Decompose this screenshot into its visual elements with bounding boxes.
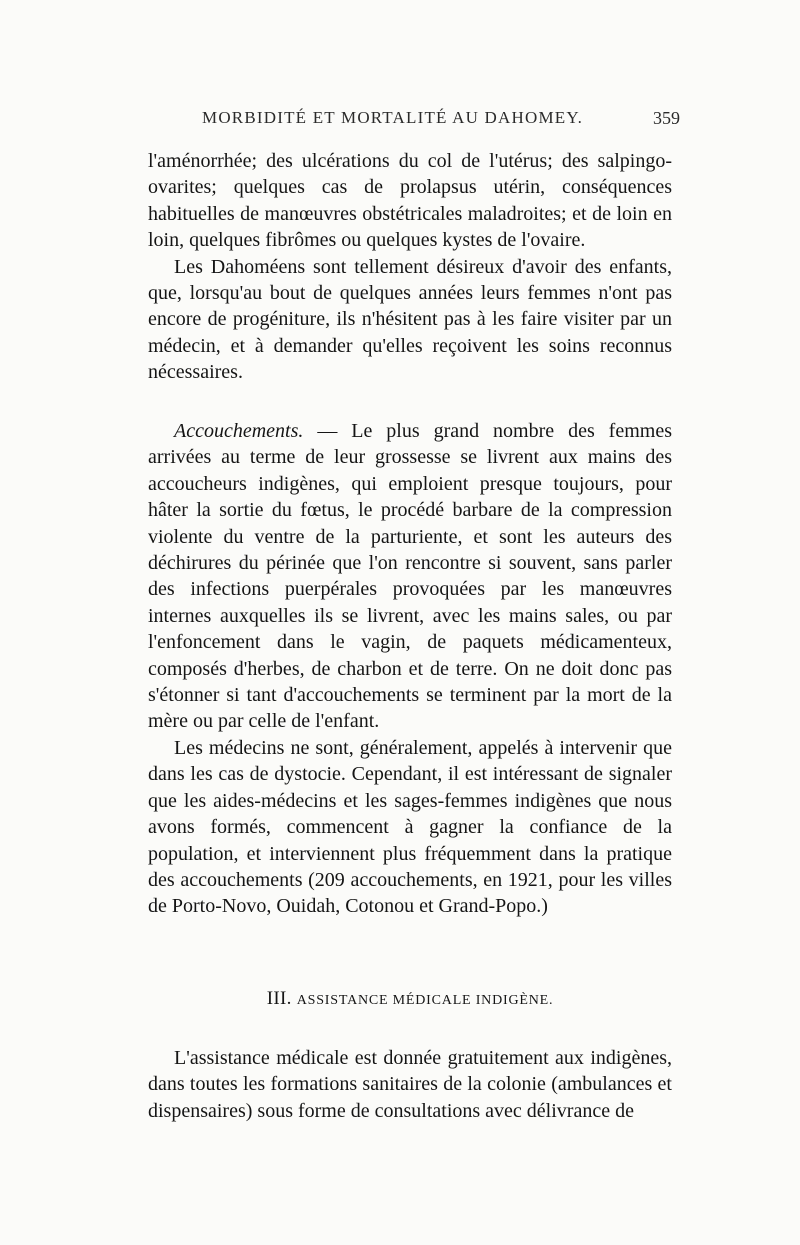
page-header [148, 108, 680, 138]
paragraph-medecins: Les médecins ne sont, généralement, appelés à intervenir que dans les cas de dystocie. Cependant, il est intéressant de signaler que les aides-médecins et les sages-femmes indigènes que nous avons formés, commencent à gagner la confiance de la population, et interviennent plus fréquemment dans la pratique des accouchements (209 accouchements, en 1921, pour les villes de Porto-Novo, Ouidah, Cotonou et Grand-Popo.) [148, 736, 672, 918]
running-title: MORBIDITÉ ET MORTALITÉ AU DAHOMEY. [202, 108, 584, 127]
paragraph-dahomeens: Les Dahoméens sont tellement désireux d'avoir des enfants, que, lorsqu'au bout de quelques années leurs femmes n'ont pas encore de progéniture, ils n'hésitent pas à les faire visiter par un médecin, et à demander qu'elles reçoivent les soins reconnus nécessaires. [148, 255, 672, 384]
top-paragraphs [148, 148, 672, 386]
accouchements-label: Accouchements. [174, 420, 304, 442]
paragraph-accouchements [148, 418, 672, 735]
accouchements-text: — Le plus grand nombre des femmes arrivées au terme de leur grossesse se livrent aux mains des accoucheurs indigènes, qui emploient presque toujours, pour hâter la sortie du fœtus, le procédé barbare de la compression violente du ventre de la parturiente, et sont les auteurs des déchirures du périnée que l'on rencontre si souvent, sans parler des infections puerpérales provoquées par les manœuvres internes auxquelles ils se livrent, avec les mains sales, ou par l'enfoncement dans le vagin, de paquets médicamenteux, composés d'herbes, de charbon et de terre. On ne doit donc pas s'étonner si tant d'accouchements se terminent par la mort de la mère ou par celle de l'enfant. [148, 420, 672, 733]
paragraph-amenorrhee: l'aménorrhée; des ulcérations du col de l'utérus; des salpingo-ovarites; quelques cas de prolapsus utérin, conséquences habituelles de manœuvres obstétricales maladroites; et de loin en loin, quelques fibrômes ou quelques kystes de l'ovaire. [148, 150, 672, 252]
page-number: 359 [653, 108, 680, 128]
bottom-paragraph-block [148, 1045, 672, 1124]
paragraph-assistance: L'assistance médicale est donnée gratuitement aux indigènes, dans toutes les formations sanitaires de la colonie (ambulances et dispensaires) sous forme de consultations avec délivrance de [148, 1047, 672, 1122]
section-title: ASSISTANCE MÉDICALE INDIGÈNE. [296, 993, 554, 1008]
accouchements-section [148, 418, 672, 920]
section-heading [148, 988, 672, 1010]
section-numeral: III. [266, 988, 292, 1009]
